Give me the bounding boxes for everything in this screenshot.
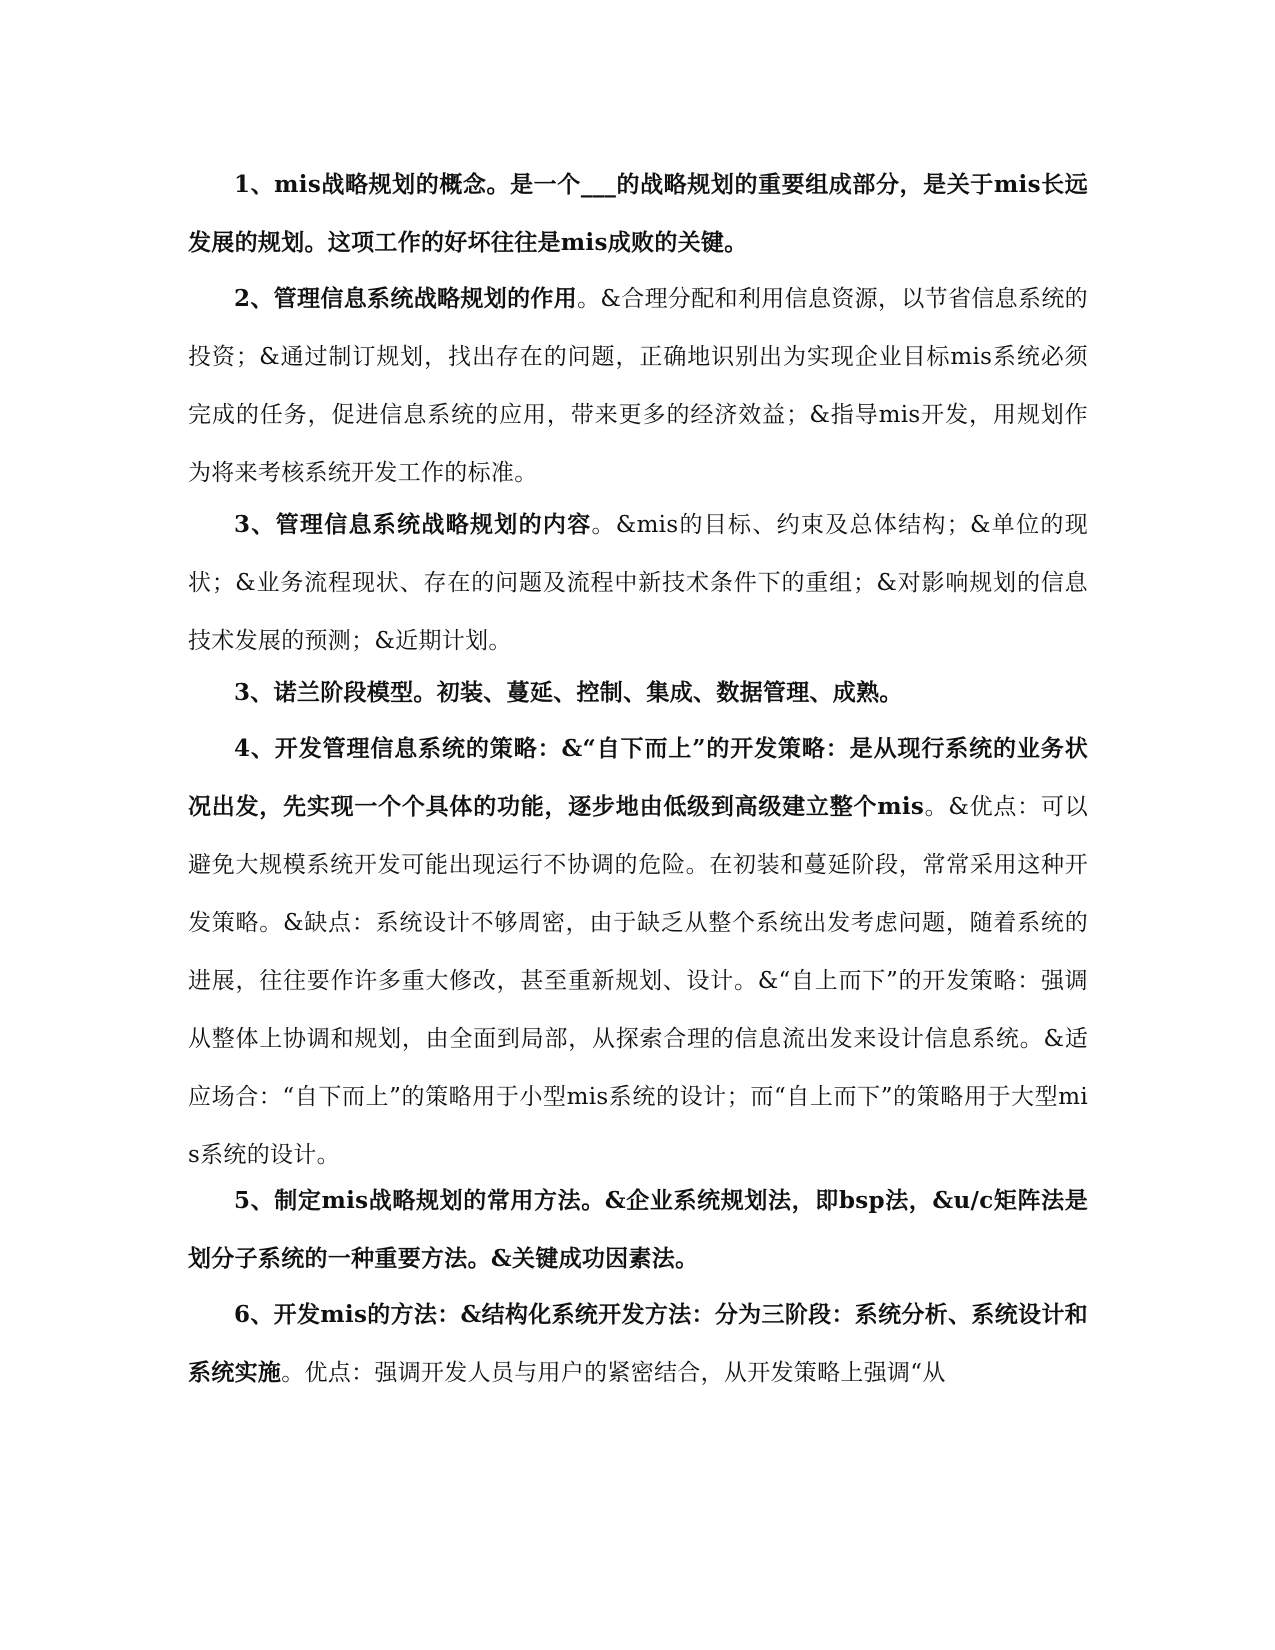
paragraph-7-bold-text: 6、开发mis的方法：&结构化系统开发方法：分为三阶段：系统分析、系统设计和系统实施 (188, 1301, 1088, 1386)
paragraph-2 (188, 270, 1088, 502)
paragraph-5 (188, 720, 1088, 1184)
paragraph-2-text: 。&合理分配和利用信息资源，以节省信息系统的投资；&通过制订规划，找出存在的问题，正确地识别出为实现企业目标mis系统必须完成的任务，促进信息系统的应用，带来更多的经济效益；&指导mis开发，用规划作为将来考核系统开发工作的标准。 (188, 286, 1088, 486)
paragraph-6 (188, 1172, 1088, 1288)
paragraph-6-bold-text: 5、制定mis战略规划的常用方法。&企业系统规划法，即bsp法，&u/c矩阵法是划分子系统的一种重要方法。&关键成功因素法。 (188, 1187, 1088, 1272)
paragraph-7-text: 。优点：强调开发人员与用户的紧密结合，从开发策略上强调“从 (281, 1360, 946, 1386)
paragraph-3-text: 。&mis的目标、约束及总体结构；&单位的现状；&业务流程现状、存在的问题及流程中新技术条件下的重组；&对影响规划的信息技术发展的预测；&近期计划。 (188, 512, 1088, 654)
paragraph-4-bold-text: 3、诺兰阶段模型。初装、蔓延、控制、集成、数据管理、成熟。 (234, 679, 903, 706)
paragraph-3-bold-text: 3、管理信息系统战略规划的内容 (234, 511, 592, 538)
paragraph-3 (188, 496, 1088, 670)
paragraph-1-bold-text: 1、mis战略规划的概念。是一个___的战略规划的重要组成部分，是关于mis长远发展的规划。这项工作的好坏往往是mis成败的关键。 (188, 171, 1088, 256)
paragraph-5-text: 。&优点：可以避免大规模系统开发可能出现运行不协调的危险。在初装和蔓延阶段，常常采用这种开发策略。&缺点：系统设计不够周密，由于缺乏从整个系统出发考虑问题，随着系统的进展，往往要作许多重大修改，甚至重新规划、设计。&“自上而下”的开发策略：强调从整体上协调和规划，由全面到局部，从探索合理的信息流出发来设计信息系统。&适应场合：“自下而上”的策略用于小型mis系统的设计；而“自上而下”的策略用于大型mis系统的设计。 (188, 794, 1088, 1168)
paragraph-4 (188, 664, 1088, 722)
paragraph-1 (188, 156, 1088, 272)
paragraph-5-bold-text: 4、开发管理信息系统的策略：&“自下而上”的开发策略：是从现行系统的业务状况出发，先实现一个个具体的功能，逐步地由低级到高级建立整个mis (188, 735, 1088, 820)
paragraph-2-bold-text: 2、管理信息系统战略规划的作用 (234, 285, 578, 312)
paragraph-7 (188, 1286, 1088, 1402)
